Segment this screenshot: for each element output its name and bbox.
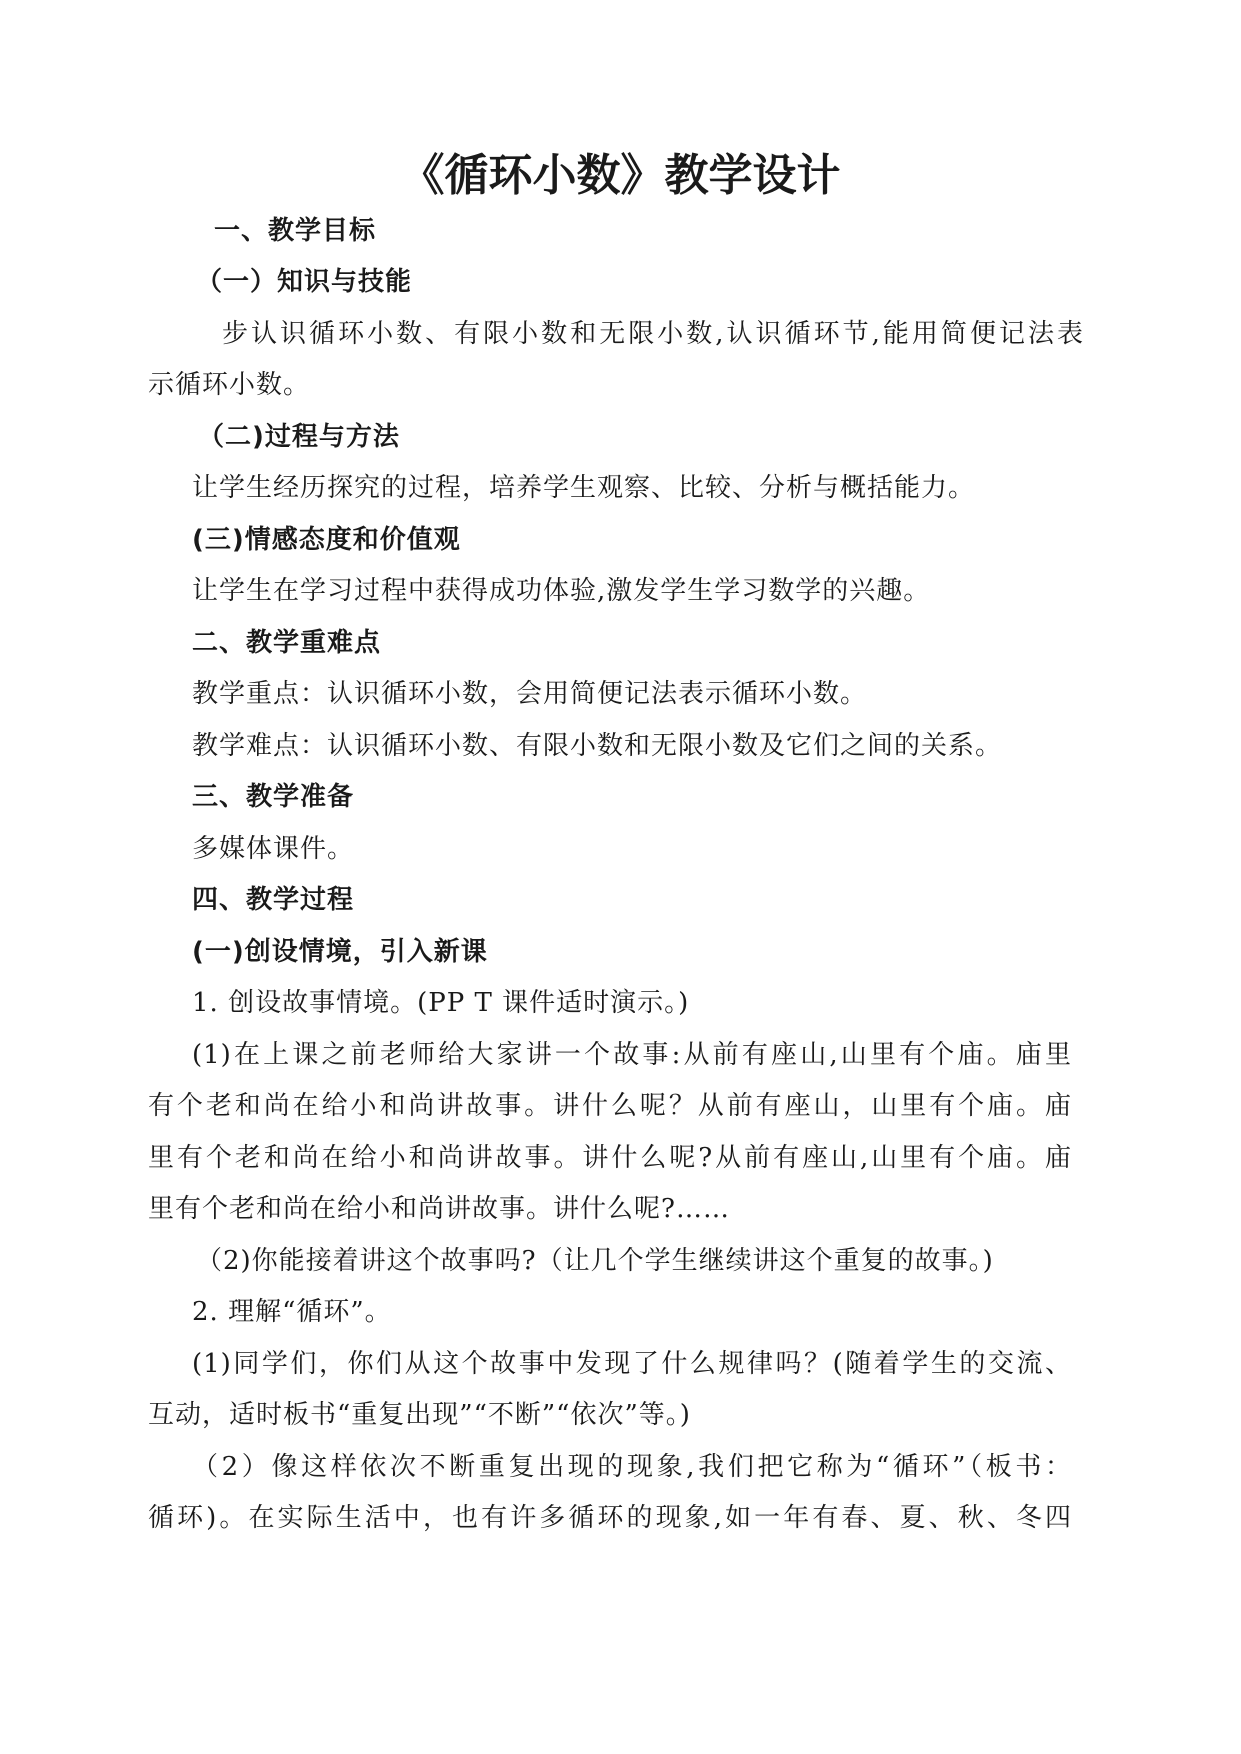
paragraph-line: 让学生经历探究的过程，培养学生观察、比较、分析与概括能力。 (192, 473, 976, 503)
heading-teaching-goals: 一、教学目标 (214, 216, 377, 246)
subheading-knowledge-skills: （一）知识与技能 (196, 267, 413, 297)
paragraph-line: 里有个老和尚在给小和尚讲故事。讲什么呢?从前有座山,山里有个庙。庙 (148, 1143, 1072, 1173)
paragraph-line: 1. 创设故事情境。(PP T 课件适时演示。) (192, 988, 690, 1018)
heading-key-difficult-points: 二、教学重难点 (192, 628, 382, 658)
document-title: 《循环小数》教学设计 (400, 150, 841, 201)
paragraph-line: 教学重点：认识循环小数，会用简便记法表示循环小数。 (192, 679, 868, 709)
paragraph-line: 有个老和尚在给小和尚讲故事。讲什么呢？从前有座山，山里有个庙。庙 (148, 1091, 1072, 1121)
paragraph-line: 步认识循环小数、有限小数和无限小数,认识循环节,能用简便记法表 (222, 319, 1084, 349)
paragraph-line: （2)你能接着讲这个故事吗?（让几个学生继续讲这个重复的故事。) (196, 1246, 994, 1276)
subheading-attitude-values: (三)情感态度和价值观 (192, 525, 461, 555)
paragraph-line: (1)在上课之前老师给大家讲一个故事:从前有座山,山里有个庙。庙里 (192, 1040, 1072, 1070)
paragraph-line: (1)同学们，你们从这个故事中发现了什么规律吗？(随着学生的交流、 (192, 1349, 1072, 1379)
heading-teaching-preparation: 三、教学准备 (192, 782, 355, 812)
heading-teaching-process: 四、教学过程 (192, 885, 355, 915)
paragraph-line: 多媒体课件。 (192, 834, 355, 864)
paragraph-line: 互动，适时板书“重复出现”“不断”“依次”等。) (148, 1400, 691, 1430)
paragraph-line: 循环)。在实际生活中，也有许多循环的现象,如一年有春、夏、秋、冬四 (148, 1503, 1072, 1533)
paragraph-line: 示循环小数。 (148, 370, 311, 400)
paragraph-line: （2）像这样依次不断重复出现的现象,我们把它称为“循环”（板书： (192, 1452, 1072, 1482)
subheading-process-method: （二)过程与方法 (198, 422, 400, 452)
paragraph-line: 让学生在学习过程中获得成功体验,激发学生学习数学的兴趣。 (192, 576, 931, 606)
subheading-create-context: (一)创设情境，引入新课 (192, 937, 488, 967)
paragraph-line: 教学难点：认识循环小数、有限小数和无限小数及它们之间的关系。 (192, 731, 1003, 761)
paragraph-line: 2. 理解“循环”。 (192, 1297, 392, 1327)
paragraph-line: 里有个老和尚在给小和尚讲故事。讲什么呢?…… (148, 1194, 730, 1224)
